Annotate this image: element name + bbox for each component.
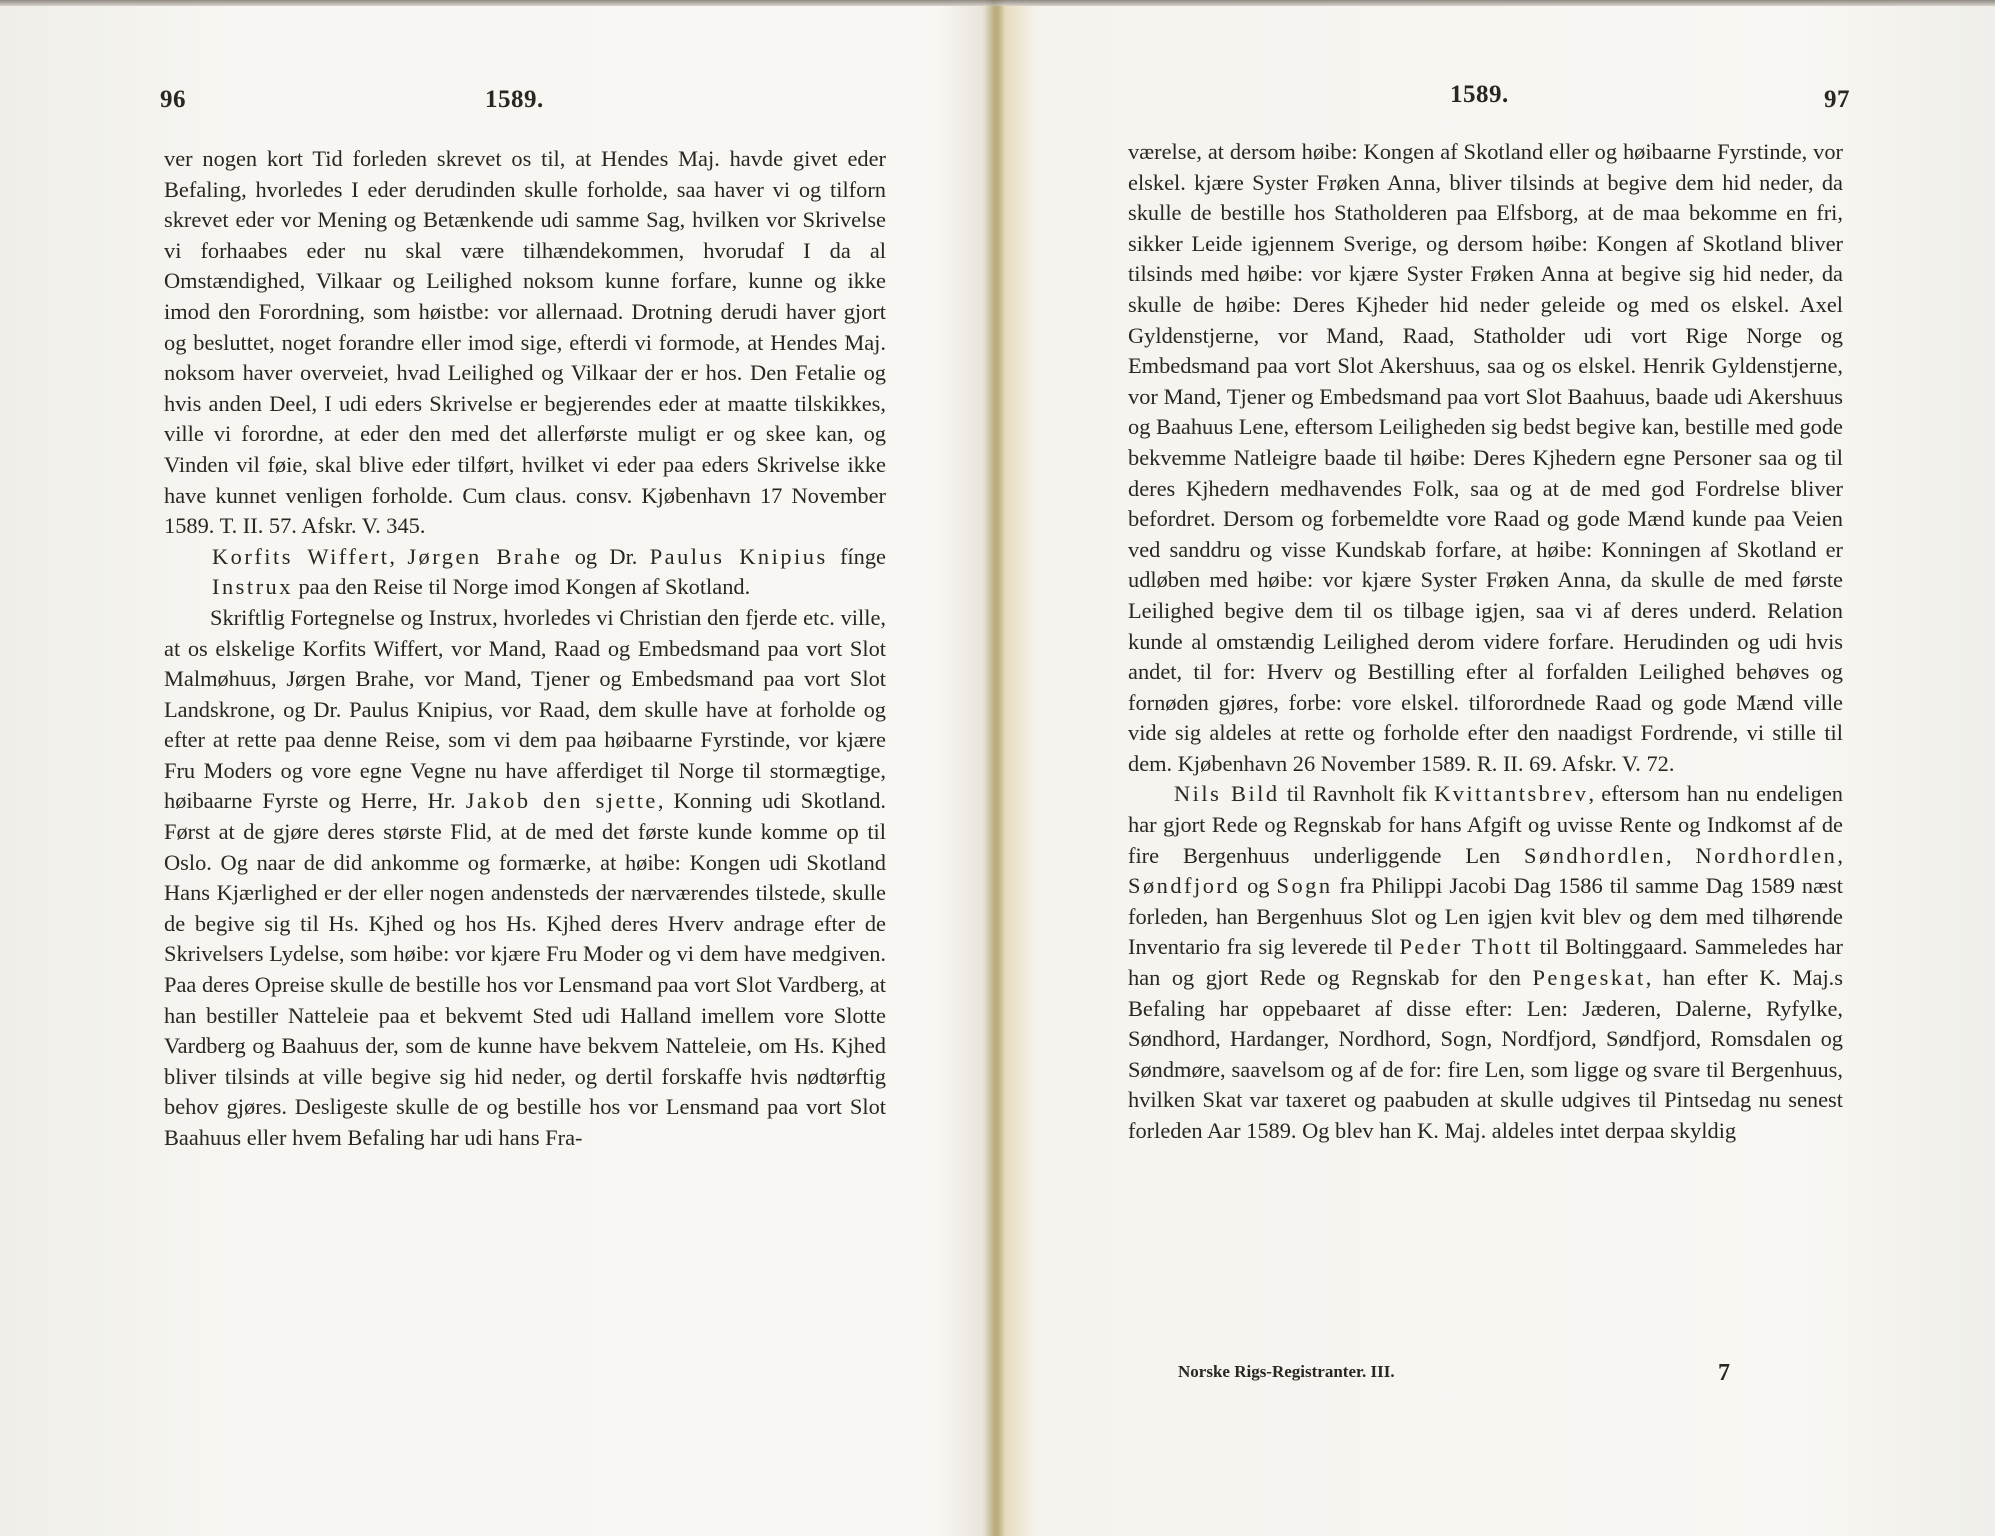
signature-line: Norske Rigs-Registranter. III. <box>1178 1362 1395 1381</box>
text-run: fra Philippi Jacobi Dag 1586 til samme Dag 1589 næst forleden, han Bergenhuus Slot og Len igjen kvit blev og dem med tilhørende Inventario fra sig leverede til <box>1128 873 1843 960</box>
spaced-name: Nils Bild <box>1174 781 1280 807</box>
right-page-body <box>1128 137 1843 1147</box>
right-page-header <box>1125 81 1850 126</box>
spaced-name: Peder Thott <box>1399 934 1533 960</box>
left-page-number: 96 <box>160 86 186 113</box>
text-run: , Konning udi Skotland. Først at de gjøre deres største Flid, at de med det første kunde komme op til Oslo. Og naar de did ankomme og formærke, at høibe: Kongen udi Skotland Hans Kjærlighed er der eller nogen andensteds der nærværendes tilstede, skulle de begive sig til Hs. Kjhed og hos Hs. Kjhed deres Hverv andrage efter de Skrivelsers Lydelse, som høibe: vor kjære Fru Moder og vi dem have medgiven. Paa deres Opreise skulle de bestille hos vor Lensmand paa vort Slot Vardberg, at han bestiller Natteleie paa et bekvemt Sted udi Halland imellem vore Slotte Vardberg og Baahuus der, som de kunne have bekvem Natteleie, om Hs. Kjhed bliver tilsinds at ville begive sig hid neder, og dertil forskaffe hvis nødtørftig behov gjøres. Desligeste skulle de og bestille hos vor Lensmand paa vort Slot Baahuus eller hvem Befaling har udi hans Fra- <box>164 788 886 1150</box>
right-page-footer <box>1128 1362 1843 1392</box>
left-running-head: 1589. <box>485 86 544 113</box>
paragraph <box>164 603 886 1154</box>
spaced-name: Jakob den sjette <box>465 788 658 814</box>
left-page <box>0 0 990 1536</box>
spaced-name: Instrux <box>212 574 293 600</box>
left-page-body <box>164 144 886 1154</box>
text-run: til Ravnholt fik <box>1279 781 1435 807</box>
spaced-name: Paulus Knipius <box>649 543 828 569</box>
spaced-name: Korfits Wiffert <box>212 543 390 569</box>
spaced-name: Søndfjord <box>1128 873 1241 899</box>
text-run: Skriftlig Fortegnelse og Instrux, hvorledes vi Christian den fjerde etc. ville, at os elskelige Korfits Wiffert, vor Mand, Raad og Embedsmand paa vort Slot Malmøhuus, Jørgen Brahe, vor Mand, Tjener og Embedsmand paa vort Slot Landskrone, og Dr. Paulus Knipius, vor Raad, dem skulle have at forholde og efter at rette paa denne Reise, som vi dem paa høibaarne Fyrstinde, vor kjære Fru Moders og vore egne Vegne nu have afferdiget til Norge til stormægtige, høibaarne Fyrste og Herre, Hr. <box>164 604 886 814</box>
spaced-name: Søndhordlen <box>1524 842 1666 868</box>
spaced-name: Sogn <box>1276 873 1333 899</box>
paragraph <box>1128 779 1843 1146</box>
left-page-header <box>160 86 885 126</box>
text-run: værelse, at dersom høibe: Kongen af Skotland eller og høibaarne Fyrstinde, vor elskel. kjære Syster Frøken Anna, bliver tilsinds at begive dem hid neder, da skulle de bestille hos Statholderen paa Elfsborg, at de maa bekomme en fri, sikker Leide igjennem Sverige, og dersom høibe: Kongen af Skotland bliver tilsinds med høibe: vor kjære Syster Frøken Anna at begive sig hid neder, da skulle de høibe: Deres Kjheder hid neder geleide og med os elskel. Axel Gyldenstjerne, vor Mand, Raad, Statholder udi vort Rige Norge og Embedsmand paa vort Slot Akershuus, saa og os elskel. Henrik Gyldenstjerne, vor Mand, Tjener og Embedsmand paa vort Slot Baahuus, baade udi Akershuus og Baahuus Lene, eftersom Leiligheden sig bedst begive kan, bestille med gode bekvemme Natleigre baade til høibe: Deres Kjhedern egne Personer saa og til deres Kjhedern medhavendes Folk, saa og at de med god Fordrelse bliver befordret. Dersom og forbemeldte vore Raad og gode Mænd kunde paa Veien ved sanddru og visse Kundskab forfare, at høibe: Konningen af Skotland er udløben med høibe: vor kjære Syster Frøken Anna, da skulle de med første Leilighed begive dem til os tilbage igjen, saa vi af deres underd. Relation kunde al omstændig Leilighed derom videre forfare. Herudinden og udi hvis andet, til for: Hverv og Bestilling efter al forfalden Leilighed behøves og fornøden gjøres, forbe: vore elskel. tilforordnede Raad og gode Mænd ville vide sig aldeles at rette og forholde efter den naadigst Fordrende, vi stille til dem. Kjøbenhavn 26 November 1589. R. II. 69. Afskr. V. 72. <box>1128 139 1843 776</box>
text-run: , <box>1837 842 1843 868</box>
paragraph: ver nogen kort Tid forleden skrevet os til, at Hendes Maj. havde givet eder Befaling, hvorledes I eder derudinden skulle forholde, saa haver vi og tilforn skrevet eder vor Mening og Betænkende udi samme Sag, hvilken vor Skrivelse vi forhaabes eder nu skal være tilhændekommen, hvorudaf I da al Omstændighed, Vilkaar og Leilighed noksom kunne forfare, kunne og ikke imod den Forordning, som høistbe: vor allernaad. Drotning derudi haver gjort og besluttet, noget forandre eller imod sige, efterdi vi formode, at Hendes Maj. noksom haver overveiet, hvad Leilighed og Vilkaar der er hos. Den Fetalie og hvis anden Deel, I udi eders Skrivelse er begjerendes eder at maatte tilskikkes, ville vi forordne, at eder den med det allerførste muligt er og skee kan, og Vinden vil føie, skal blive eder tilført, hvilket vi eder paa eders Skrivelse ikke have kunnet venligen forholde. Cum claus. consv. Kjøbenhavn 17 November 1589. T. II. 57. Afskr. V. 345. <box>164 146 886 539</box>
spaced-name: Pengeskat <box>1532 965 1646 991</box>
right-page <box>1000 0 1995 1536</box>
text-run: og Dr. <box>562 543 650 569</box>
spaced-name: Kvittantsbrev <box>1434 781 1589 807</box>
text-run: , <box>389 543 408 569</box>
text-run: , eftersom han nu endeligen har gjort Rede og Regnskab for hans Afgift og uvisse Rente og Indkomst af de fire Bergenhuus underliggende Len <box>1128 781 1843 868</box>
paragraph <box>1128 137 1843 779</box>
text-run: paa den Reise til Norge imod Kongen af Skotland. <box>292 574 751 600</box>
text-run: og <box>1240 873 1277 899</box>
right-page-number: 97 <box>1824 86 1850 113</box>
text-run: til Boltinggaard. Sammeledes har han og gjort Rede og Regnskab for den <box>1128 934 1843 991</box>
text-run: fínge <box>827 543 886 569</box>
right-running-head: 1589. <box>1450 81 1509 108</box>
spaced-name: Nordhordlen <box>1695 842 1838 868</box>
paragraph <box>164 542 886 603</box>
sheet-number: 7 <box>1718 1360 1730 1386</box>
spaced-name: Jørgen Brahe <box>407 543 563 569</box>
text-run: , <box>1665 842 1696 868</box>
text-run: , han efter K. Maj.s Befaling har oppebaaret af disse efter: Len: Jæderen, Dalerne, Ryfylke, Søndhord, Hardanger, Nordhord, Sogn, Nordfjord, Søndfjord, Romsdalen og Søndmøre, saavelsom og af de for: fire Len, som ligge og svare til Bergenhuus, hvilken Skat var taxeret og paabuden at skulle udgives til Pintsedag nu senest forleden Aar 1589. Og blev han K. Maj. aldeles intet derpaa skyldig <box>1128 965 1843 1143</box>
